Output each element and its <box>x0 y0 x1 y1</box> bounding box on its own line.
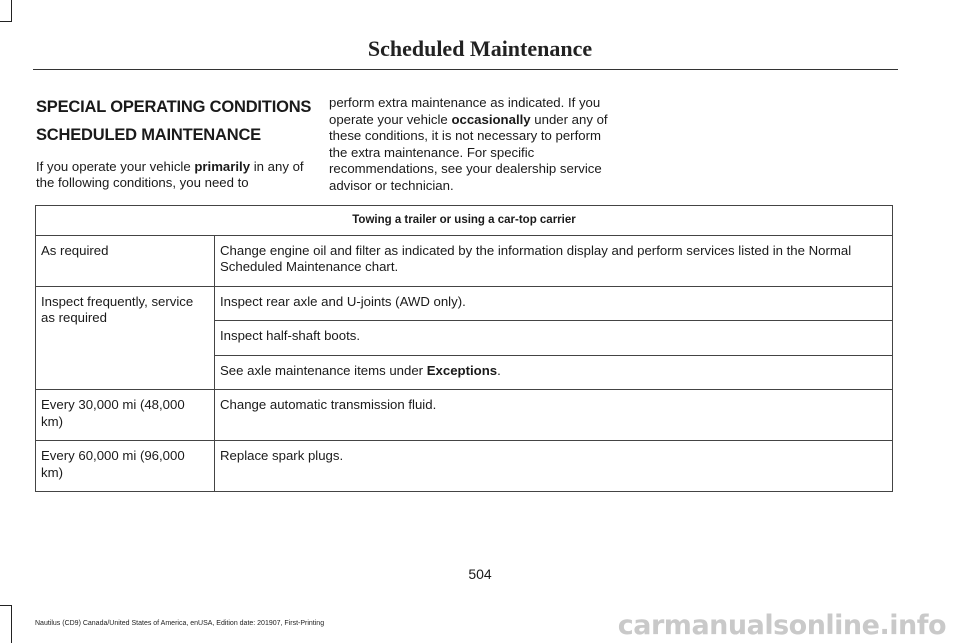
crop-mark-top-left-h <box>0 21 12 22</box>
table-heading: Towing a trailer or using a car-top carrier <box>36 206 893 236</box>
action-cell: Change automatic transmission fluid. <box>215 390 893 441</box>
watermark-logo: carmanualsonline.info <box>617 610 946 641</box>
crop-mark-bottom-left-h <box>0 605 12 606</box>
page-title: Scheduled Maintenance <box>367 36 593 61</box>
action-cell: Inspect rear axle and U-joints (AWD only). <box>215 286 893 321</box>
interval-cell: As required <box>36 235 215 286</box>
page-number: 504 <box>468 566 492 582</box>
left-column <box>36 98 312 192</box>
table-row <box>36 235 893 286</box>
exceptions-reference: Exceptions <box>426 362 498 378</box>
interval-cell: Inspect frequently, service as required <box>36 286 215 390</box>
crop-mark-bottom-left-v <box>11 605 12 643</box>
interval-cell: Every 60,000 mi (96,000 km) <box>36 441 215 492</box>
table-row <box>36 441 893 492</box>
table-row <box>36 286 893 321</box>
crop-mark-top-left-v <box>11 0 12 22</box>
action-cell: Inspect half-shaft boots. <box>215 321 893 356</box>
action-cell: Change engine oil and filter as indicated by the information display and perform services listed in the Normal Scheduled Maintenance chart. <box>215 235 893 286</box>
maintenance-table <box>35 205 893 492</box>
section-heading-scheduled-maintenance: SCHEDULED MAINTENANCE <box>36 125 261 144</box>
footer-edition-info: Nautilus (CD9) Canada/United States of America, enUSA, Edition date: 201907, First-Printing <box>35 620 325 627</box>
interval-cell: Every 30,000 mi (48,000 km) <box>36 390 215 441</box>
header-divider <box>33 69 898 70</box>
continuation-paragraph: perform extra maintenance as indicated. If you operate your vehicle occasionally under any of these conditions, it is not necessary to perform the extra maintenance. For specific recommendations, see your dealership service advisor or technician. <box>329 95 608 193</box>
right-column <box>329 95 609 194</box>
action-cell: Replace spark plugs. <box>215 441 893 492</box>
table-row <box>36 390 893 441</box>
intro-paragraph: If you operate your vehicle primarily in any of the following conditions, you need to <box>36 158 304 191</box>
emphasis-occasionally: occasionally <box>451 111 531 127</box>
emphasis-primarily: primarily <box>194 158 251 174</box>
action-cell: See axle maintenance items under Exceptions. <box>215 355 893 390</box>
section-heading-special-conditions: SPECIAL OPERATING CONDITIONS <box>36 98 312 116</box>
